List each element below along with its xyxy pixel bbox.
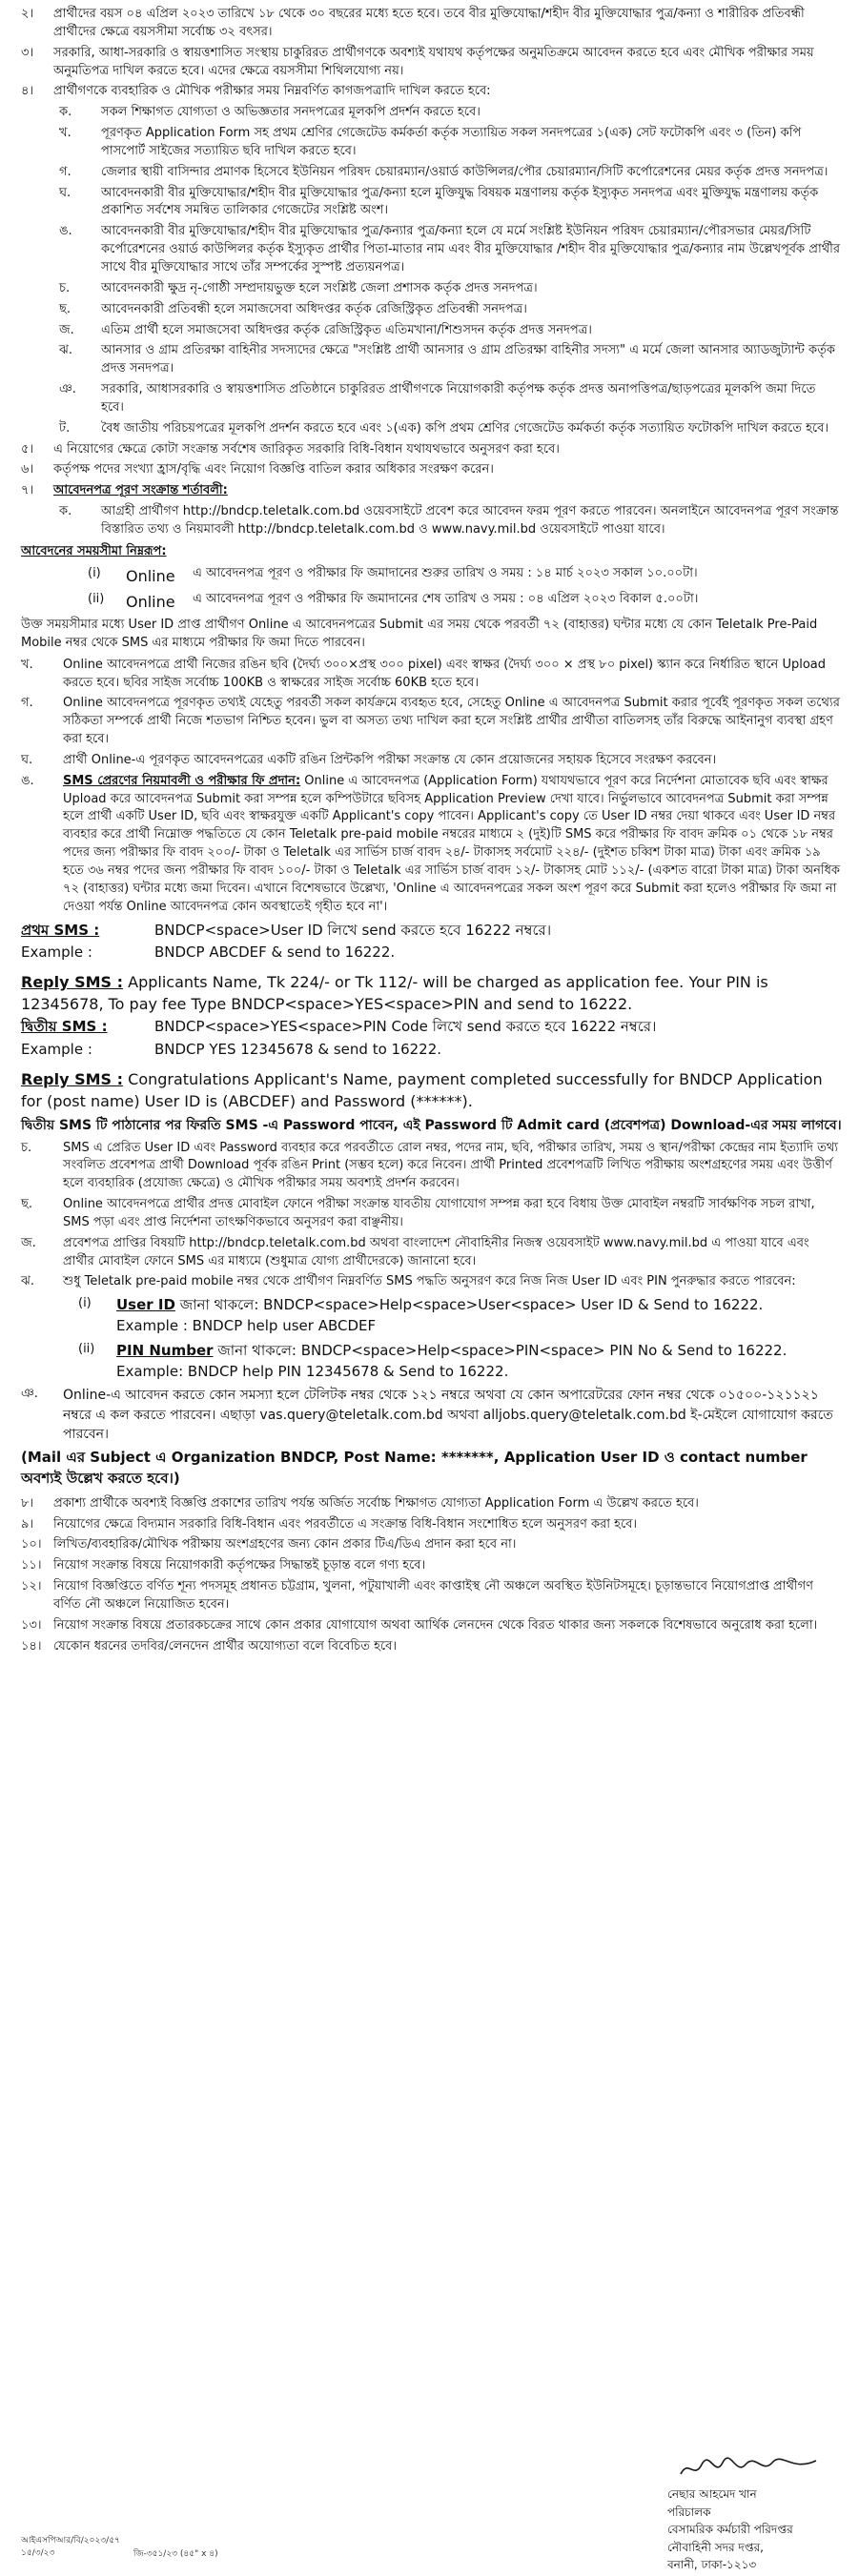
item-number: ২। — [21, 7, 34, 21]
sms-rules-title: SMS প্রেরণের নিয়মাবলী ও পরীক্ষার ফি প্রদান: — [63, 773, 301, 788]
document-item: ঝ. আনসার ও গ্রাম প্রতিরক্ষা বাহিনীর সদস্যদের ক্ষেত্রে "সংশ্লিষ্ট প্রার্থী আনসার ও গ্রাম প্রতিরক্ষা বাহিনীর সদস্য" এ মর্মে জেলা আনসার অ্যাডজুট্যান্ট কর্তৃক প্রদত্ত সনদপত্র। — [59, 343, 835, 376]
footer-ref-number: আইএসপিআর/বি/২০২৩/৫৭ — [21, 2536, 120, 2546]
first-sms-example: Example : BNDCP ABCDEF & send to 16222. — [21, 943, 396, 962]
item-12: ১২। নিয়োগ বিজ্ঞপ্তিতে বর্ণিত শূন্য পদসমূহ প্রধানত চট্টগ্রাম, খুলনা, পটুয়াখালী এবং কাপ্তাইস্থ নৌ অঞ্চলে অবস্থিত ইউনিটসমূহে। চূড়ান্তভাবে নিয়োগপ্রাপ্ত প্রার্থীগণ বর্ণিত নৌ অঞ্চলে নিয়োজিত হবেন। — [21, 1579, 813, 1612]
accuracy-note: গ. Online আবেদনপত্রে পূরণকৃত তথ্যই যেহেতু পরবর্তী সকল কার্যক্রমে ব্যবহৃত হবে, সেহেতু Online এ আবেদনপত্র Submit করার পূর্বেই পূরণকৃত সকল তথ্যের সঠিকতা সম্পর্কে প্রার্থী নিজে শতভাগ নিশ্চিত হবেন। ভুল বা অসত্য তথ্য দাখিল করা হলে সংশ্লিষ্ট প্রার্থীর প্রার্থীতা বাতিলসহ তাঁর বিরুদ্ধে আইনানুগ ব্যবস্থা গ্রহণ করা হবে। — [21, 696, 840, 747]
second-sms: দ্বিতীয় SMS : BNDCP<space>YES<space>PIN Code লিখে send করতে হবে 16222 নম্বরে। — [21, 1018, 657, 1036]
signatory-address: বনানী, ঢাকা-১২১৩ — [667, 2558, 757, 2572]
item-text: প্রার্থীগণকে ব্যবহারিক ও মৌখিক পরীক্ষার সময় নিম্নবর্ণিত কাগজপত্রাদি দাখিল করতে হবে: — [53, 84, 491, 99]
admit-card-note: চ. SMS এ প্রেরিত User ID এবং Password ব্যবহার করে পরবর্তীতে রোল নম্বর, পদের নাম, ছবি, পরীক্ষার তারিখ, সময় ও স্থান/পরীক্ষা কেন্দ্রের নাম ইত্যাদি তথ্য সংবলিত প্রবেশপত্র প্রার্থী Download পূর্বক রঙিন Print (সম্ভব হলে) করে নিবেন। প্রার্থী Printed প্রবেশপত্রটি লিখিত পরীক্ষায় অংশগ্রহণের সময় এবং উত্তীর্ণ হলে ব্যবহারিক (প্রযোজ্য ক্ষেত্রে) ও মৌখিক পরীক্ষার সময় অবশ্যই প্রদর্শন করবেন। — [21, 1140, 839, 1191]
document-item: চ. আবেদনকারী ক্ষুদ্র নৃ-গোষ্ঠী সম্প্রদায়ভুক্ত হলে সংশ্লিষ্ট জেলা প্রশাসক কর্তৃক প্রদত্ত সনদপত্র। — [59, 280, 538, 295]
item-text: প্রার্থীদের বয়স ০৪ এপ্রিল ২০২৩ তারিখে ১৮ থেকে ৩০ বছরের মধ্যে হতে হবে। তবে বীর মুক্তিযোদ্ধা/শহীদ বীর মুক্তিযোদ্ধার পুত্র/কন্যা ও শারীরিক প্রতিবন্ধী প্রার্থীদের ক্ষেত্রে বয়সসীমা সর্বোচ্চ ৩২ বৎসর। — [53, 7, 805, 39]
printcopy-note: ঘ. প্রার্থী Online-এ পূরণকৃত আবেদনপত্রের একটি রঙিন প্রিন্টকপি পরীক্ষা সংক্রান্ত যে কোন প্রয়োজনের সহায়ক হিসেবে সংরক্ষণ করবেন। — [21, 752, 717, 767]
first-sms: প্রথম SMS : BNDCP<space>User ID লিখে send করতে হবে 16222 নম্বরে। — [21, 921, 552, 939]
document-item: ছ. আবেদনকারী প্রতিবন্ধী হলে সমাজসেবা অধিদপ্তর কর্তৃক রেজিস্ট্রিকৃত প্রতিবন্ধী সনদপত্র। — [59, 301, 527, 316]
apply-website-note: ক. আগ্রহী প্রার্থীগণ http://bndcp.teletalk.com.bd ওয়েবসাইটে প্রবেশ করে আবেদন ফরম পূরণ করতে পারবেন। অনলাইনে আবেদনপত্র পূরণ সংক্রান্ত বিস্তারিত তথ্য ও নিয়মাবলী http://bndcp.teletalk.com.bd ও www.navy.mil.bd ওয়েবসাইটে পাওয়া যাবে। — [59, 504, 839, 537]
sms-instructions — [21, 921, 842, 1136]
document-item: খ. পূরণকৃত Application Form সহ প্রথম শ্রেণির গেজেটেড কর্মকর্তা কর্তৃক সত্যায়িত সকল সনদপত্রের ১(এক) সেট ফটোকপি এবং ৩ (তিন) কপি পাসপোর্ট সাইজের সত্যায়িত ছবি দাখিল করতে হবে। — [59, 126, 802, 158]
footer-date: ১৫/৩/২৩ — [21, 2547, 55, 2558]
photo-upload-note: খ. Online আবেদনপত্রে প্রার্থী নিজের রঙিন ছবি (দৈর্ঘ্য ৩০০×প্রস্থ ৩০০ pixel) এবং স্বাক্ষর (দৈর্ঘ্য ৩০০ × প্রস্থ ৮০ pixel) স্ক্যান করে নির্ধারিত স্থানে Upload করতে হবে। ছবির সাইজ সর্বোচ্চ 100KB ও স্বাক্ষরের সাইজ সর্বোচ্চ 60KB হতে হবে। — [21, 657, 826, 690]
first-reply-sms: Reply SMS : Applicants Name, Tk 224/- or Tk 112/- will be charged as application fee. Your PIN is 12345678, To pay fee Type BNDCP<space>YES<space>PIN and send to 16222. — [21, 973, 768, 1014]
signatory-title: পরিচালক — [667, 2505, 711, 2519]
item-text: সরকারি, আধা-সরকারি ও স্বায়ত্তশাসিত সংস্থায় চাকুরিরত প্রার্থীগণকে অবশ্যই যথাযথ কর্তৃপক্ষের অনুমতিক্রমে আবেদন করতে হবে এবং মৌখিক পরীক্ষার সময় অনুমতিপত্র দাখিল করতে হবে। এদের ক্ষেত্রে বয়সসীমা শিথিলযোগ্য নয়। — [53, 45, 814, 78]
item-13: ১৩। নিয়োগ সংক্রান্ত বিষয়ে প্রতারকচক্রের সাথে কোন প্রকার যোগাযোগ অথবা আর্থিক লেনদেন থেকে বিরত থাকার জন্য সকলকে বিশেষভাবে অনুরোধ করা হলো। — [21, 1617, 818, 1633]
sms-rules: ঙ. SMS প্রেরণের নিয়মাবলী ও পরীক্ষার ফি প্রদান: Online এ আবেদনপত্র (Application Form) যথাযথভাবে পূরণ করে নির্দেশনা মোতাবেক ছবি এবং স্বাক্ষর Upload করে আবেদনপত্র Submit করা সম্পন্ন হলে কম্পিউটারে ছবিসহ Application Preview দেখা যাবে। নির্ভুলভাবে আবেদনপত্র Submit করা সম্পন্ন হলে প্রার্থী একটি User ID, ছবি এবং স্বাক্ষরযুক্ত একটি Applicant's copy পাবেন। Applicant's copy তে User ID নম্বর দেয়া থাকবে এবং User ID নম্বর ব্যবহার করে প্রার্থী নিম্নোক্ত পদ্ধতিতে যে কোন Teletalk pre-paid mobile নম্বরের মাধ্যমে ২ (দুই)টি SMS করে পরীক্ষার ফি বাবদ ক্রমিক ০১ থেকে ১৮ নম্বর পদের জন্য পরীক্ষার ফি বাবদ ২০০/- টাকা ও Teletalk এর সার্ভিস চার্জ বাবদ ২৪/- টাকাসহ সর্বমোট ২২৪/- (দুইশত চব্বিশ টাকা মাত্র) টাকা এবং ক্রমিক ১৯ হতে ৩৬ নম্বর পদের জন্য পরীক্ষার ফি বাবদ ১০০/- টাকা ও Teletalk এর সার্ভিস চার্জ বাবদ ১২/- টাকাসহ মোট ১১২/- (একশত বারো টাকা মাত্র) টাকা অনধিক ৭২ (বাহাত্তর) ঘন্টার মধ্যে জমা দিবেন। এখানে বিশেষভাবে উল্লেখ্য, 'Online এ আবেদনপত্রের সকল অংশ পূরণ করে Submit করা হলেও পরীক্ষার ফি জমা না দেওয়া পর্যন্ত Online আবেদনপত্র কোন অবস্থাতেই গৃহীত হবে না'। — [21, 773, 840, 914]
required-documents-list — [21, 104, 842, 437]
helpline-note: ঞ. Online-এ আবেদন করতে কোন সমস্যা হলে টেলিটক নম্বর থেকে ১২১ নম্বরে অথবা যে কোন অপারেটরের ফোন নম্বর থেকে ০১৫০০-১২১১২১ নম্বরে এ কল করতে পারবেন। এছাড়া vas.query@teletalk.com.bd অথবা alljobs.query@teletalk.com.bd ই-মেইলে যোগাযোগ করতে পারবেন। — [21, 1387, 833, 1442]
user-id-recovery: (i) User ID জানা থাকলে: BNDCP<space>Help<space>User<space> User ID & Send to 16222. Example : BNDCP help user ABCDEF — [78, 1296, 764, 1335]
document-item: ট. বৈধ জাতীয় পরিচয়পত্রের মূলকপি প্রদর্শন করতে হবে এবং ১(এক) কপি প্রথম শ্রেণির গেজেটেড কর্মকর্তা কর্তৃক সত্যায়িত ফটোকপি দাখিল করতে হবে। — [59, 420, 829, 436]
deadline-title: আবেদনের সময়সীমা নিম্নরূপ: — [21, 543, 167, 558]
item-number: ৪। — [21, 84, 34, 99]
item-5: ৫। এ নিয়োগের ক্ষেত্রে কোটা সংক্রান্ত সর্বশেষ জারিকৃত সরকারি বিধি-বিধান যথাযথভাবে অনুসরণ করা হবে। — [21, 441, 560, 456]
recovery-intro: ঝ. শুধু Teletalk pre-paid mobile নম্বর থেকে প্রার্থীগণ নিম্নবর্ণিত SMS পদ্ধতি অনুসরণ করে নিজ নিজ User ID এবং PIN পুনরুদ্ধার করতে পারবেন: — [21, 1274, 796, 1289]
item-7: ৭। আবেদনপত্র পূরণ সংক্রান্ত শর্তাবলী: — [21, 482, 842, 500]
section-heading: আবেদনপত্র পূরণ সংক্রান্ত শর্তাবলী: — [53, 483, 228, 498]
item-11: ১১। নিয়োগ সংক্রান্ত বিষয়ে নিয়োগকারী কর্তৃপক্ষের সিদ্ধান্তই চূড়ান্ত বলে গণ্য হবে। — [21, 1558, 426, 1573]
item-3 — [21, 45, 842, 81]
eligibility-items — [21, 6, 842, 101]
item-10: ১০। লিখিত/ব্যবহারিক/মৌখিক পরীক্ষায় অংশগ্রহণের জন্য কোন প্রকার টিএ/ডিএ প্রদান করা হবে না। — [21, 1537, 517, 1552]
item-9: ৯। নিয়োগের ক্ষেত্রে বিদ্যমান সরকারি বিধি-বিধান এবং পরবর্তীতে এ সংক্রান্ত বিধি-বিধান সংশোধিত হলে অনুসরণ করা হবে। — [21, 1516, 638, 1531]
mobile-contact-note: ছ. Online আবেদনপত্রে প্রার্থীর প্রদত্ত মোবাইল ফোনে পরীক্ষা সংক্রান্ত যাবতীয় যোগাযোগ সম্পন্ন করা হবে বিধায় উক্ত মোবাইল নম্বরটি সার্বক্ষণিক সচল রাখা, SMS পড়া এবং প্রাপ্ত নির্দেশনা তাৎক্ষণিকভাবে অনুসরণ করা বাঞ্ছনীয়। — [21, 1197, 815, 1229]
sms-rules-text: Online এ আবেদনপত্র (Application Form) যথাযথভাবে পূরণ করে নির্দেশনা মোতাবেক ছবি এবং স্বাক্ষর Upload করে আবেদনপত্র Submit করা সম্পন্ন হলে কম্পিউটারে ছবিসহ Application Preview দেখা যাবে। নির্ভুলভাবে আবেদনপত্র Submit করা সম্পন্ন হলে প্রার্থী একটি User ID, ছবি এবং স্বাক্ষরযুক্ত একটি Applicant's copy পাবেন। Applicant's copy তে User ID নম্বর দেয়া থাকবে এবং User ID নম্বর ব্যবহার করে প্রার্থী নিম্নোক্ত পদ্ধতিতে যে কোন Teletalk pre-paid mobile নম্বরের মাধ্যমে ২ (দুই)টি SMS করে পরীক্ষার ফি বাবদ ক্রমিক ০১ থেকে ১৮ নম্বর পদের জন্য পরীক্ষার ফি বাবদ ২০০/- টাকা ও Teletalk এর সার্ভিস চার্জ বাবদ ২৪/- টাকাসহ সর্বমোট ২২৪/- (দুইশত চব্বিশ টাকা মাত্র) টাকা এবং ক্রমিক ১৯ হতে ৩৬ নম্বর পদের জন্য পরীক্ষার ফি বাবদ ১০০/- টাকা ও Teletalk এর সার্ভিস চার্জ বাবদ ১২/- টাকাসহ মোট ১১২/- (একশত বারো টাকা মাত্র) টাকা অনধিক ৭২ (বাহাত্তর) ঘন্টার মধ্যে জমা দিবেন। এখানে বিশেষভাবে উল্লেখ্য, 'Online এ আবেদনপত্রের সকল অংশ পূরণ করে Submit করা হলেও পরীক্ষার ফি জমা না দেওয়া পর্যন্ত Online আবেদনপত্র কোন অবস্থাতেই গৃহীত হবে না'। — [63, 773, 840, 914]
document-item: গ. জেলার স্থায়ী বাসিন্দার প্রমাণক হিসেবে ইউনিয়ন পরিষদ চেয়ারম্যান/ওয়ার্ড কাউন্সিলর/পৌর চেয়ারম্যান/সিটি কর্পোরেশনের মেয়র কর্তৃক প্রদত্ত সনদপত্র। — [59, 164, 828, 179]
signatory-name: নেছার আহমেদ খান — [667, 2487, 757, 2501]
end-time-row: (ii) Online এ আবেদনপত্র পূরণ ও পরীক্ষার ফি জমাদানের শেষ তারিখ ও সময় : ০৪ এপ্রিল ২০২৩ বিকাল ৫.০০টা। — [88, 591, 699, 611]
item-4 — [21, 83, 842, 101]
general-items — [21, 1495, 842, 1656]
document-item: ঙ. আবেদনকারী বীর মুক্তিযোদ্ধার/শহীদ বীর মুক্তিযোদ্ধার পুত্র/কন্যার পুত্র/কন্যা হলে যে মর্মে সংশ্লিষ্ট ইউনিয়ন পরিষদ চেয়ারম্যান/পৌরসভার মেয়র/সিটি কর্পোরেশনের ওয়ার্ড কাউন্সিলর কর্তৃক ইস্যুকৃত প্রার্থীর পিতা-মাতার নাম এবং বীর মুক্তিযোদ্ধার /শহীদ বীর মুক্তিযোদ্ধার পুত্র/কন্যার নাম উল্লেখপূর্বক প্রার্থীর সাথে বীর মুক্তিযোদ্ধার সাথে তাঁর সম্পর্কের সুস্পষ্ট প্রত্যয়নপত্র। — [59, 224, 841, 274]
handwritten-signature — [667, 2449, 849, 2485]
admit-website-note: জ. প্রবেশপত্র প্রাপ্তির বিষয়টি http://bndcp.teletalk.com.bd অথবা বাংলাদেশ নৌবাহিনীর নিজস্ব ওয়েবসাইট www.navy.mil.bd এ পাওয়া যাবে এবং প্রার্থীর মোবাইল ফোনে SMS এর মাধ্যমে (শুধুমাত্র যোগ্য প্রার্থীদেরকে) জানানো হবে। — [21, 1235, 809, 1268]
mail-subject-note: (Mail এর Subject এ Organization BNDCP, Post Name: *******, Application User ID ও contact number অবশ্যই উল্লেখ করতে হবে।) — [21, 1449, 808, 1487]
item-6: ৬। কর্তৃপক্ষ পদের সংখ্যা হ্রাস/বৃদ্ধি এবং নিয়োগ বিজ্ঞপ্তি বাতিল করার অধিকার সংরক্ষণ করেন। — [21, 462, 494, 477]
pin-recovery: (ii) PIN Number জানা থাকলে: BNDCP<space>Help<space>PIN<space> PIN No & Send to 16222. Example: BNDCP help PIN 12345678 & Send to 16222. — [78, 1341, 787, 1380]
item-8: ৮। প্রকাশ্য প্রার্থীকে অবশ্যই বিজ্ঞপ্তি প্রকাশের তারিখ পর্যন্ত অর্জিত সর্বোচ্চ শিক্ষাগত যোগ্যতা Application Form এ উল্লেখ করতে হবে। — [21, 1495, 699, 1511]
second-reply-sms: Reply SMS : Congratulations Applicant's Name, payment completed successfully for BNDCP Application for (post name) User ID is (ABCDEF) and Password (******). — [21, 1069, 823, 1111]
footer-code: জি-৩৫১/২৩ (৪৫" x ৪) — [133, 2549, 218, 2559]
second-sms-example: Example : BNDCP YES 12345678 & send to 16222. — [21, 1041, 442, 1059]
deadline-note: উক্ত সময়সীমার মধ্যে User ID প্রাপ্ত প্রার্থীগণ Online এ আবেদনপত্রের Submit এর সময় থেকে পরবর্তী ৭২ (বাহাত্তর) ঘন্টার মধ্যে যে কোন Teletalk Pre-Paid Mobile নম্বর থেকে SMS এর মাধ্যমে পরীক্ষার ফি জমা দিতে পারবেন। — [21, 618, 818, 650]
document-item: জ. এতিম প্রার্থী হলে সমাজসেবা অধিদপ্তর কর্তৃক রেজিস্ট্রিকৃত এতিমখানা/শিশুসদন কর্তৃক প্রদত্ত সনদপত্র। — [59, 322, 592, 337]
item-2 — [21, 6, 842, 42]
footer-ref — [21, 2535, 218, 2561]
password-note: দ্বিতীয় SMS টি পাঠানোর পর ফিরতি SMS -এ Password পাবেন, এই Password টি Admit card (প্রবেশপত্র) Download-এর সময় লাগবে। — [21, 1118, 842, 1134]
signatory-dept: বেসামরিক কর্মচারী পরিদপ্তর — [667, 2523, 793, 2537]
signatory-org: নৌবাহিনী সদর দপ্তর, — [667, 2540, 764, 2554]
item-14: ১৪। যেকোন ধরনের তদবির/লেনদেন প্রার্থীর অযোগ্যতা বলে বিবেচিত হবে। — [21, 1638, 398, 1653]
document-item: ঘ. আবেদনকারী বীর মুক্তিযোদ্ধার/শহীদ বীর মুক্তিযোদ্ধার পুত্র/কন্যা হলে মুক্তিযুদ্ধ বিষয়ক মন্ত্রণালয় কর্তৃক ইস্যুকৃত সনদপত্র এবং মুক্তিযুদ্ধ মন্ত্রণালয় কর্তৃক প্রকাশিত সর্বশেষ সমন্বিত তালিকার গেজেটের সংশ্লিষ্ট অংশ। — [59, 185, 819, 218]
document-item: ঞ. সরকারি, আধাসরকারি ও স্বায়ত্তশাসিত প্রতিষ্ঠানে চাকুরিরত প্রার্থীগণকে নিয়োগকারী কর্তৃপক্ষ কর্তৃক প্রদত্ত অনাপত্তিপত্র/ছাড়পত্রের মূলকপি জমা দিতে হবে। — [59, 382, 816, 415]
start-time-row: (i) Online এ আবেদনপত্র পূরণ ও পরীক্ষার ফি জমাদানের শুরুর তারিখ ও সময় : ১৪ মার্চ ২০২৩ সকাল ১০.০০টা। — [88, 565, 698, 585]
signature-block — [667, 2449, 849, 2574]
document-item: ক. সকল শিক্ষাগত যোগ্যতা ও অভিজ্ঞতার সনদপত্রের মূলকপি প্রদর্শন করতে হবে। — [59, 105, 481, 120]
item-number: ৩। — [21, 45, 34, 60]
